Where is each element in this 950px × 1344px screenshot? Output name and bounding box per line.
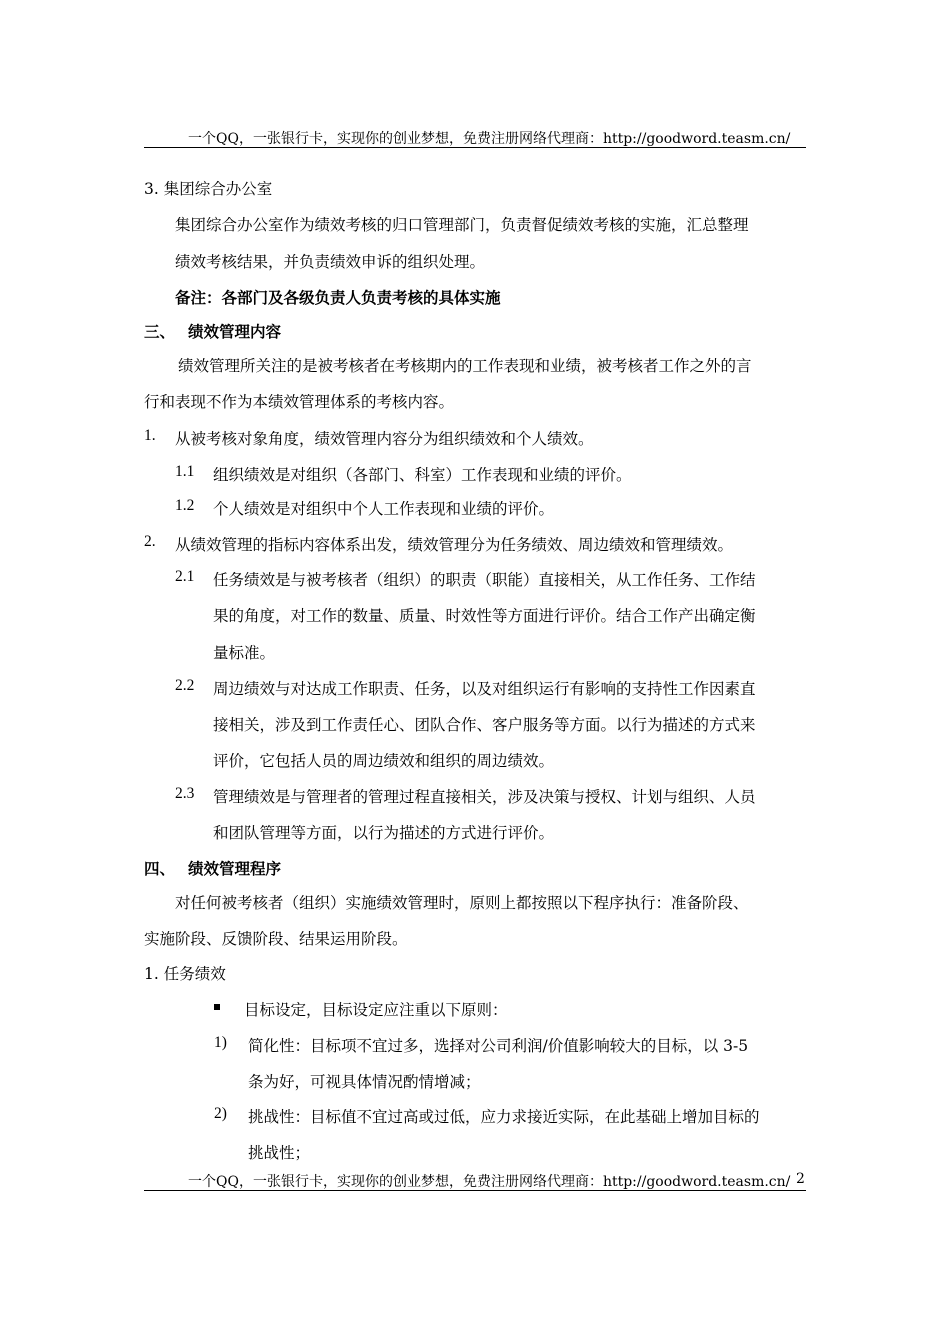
paragraph-line: 绩效考核结果，并负责绩效申诉的组织处理。: [175, 253, 486, 271]
list-item: 简化性：目标项不宜过多，选择对公司利润/价值影响较大的目标，以 3-5: [248, 1037, 749, 1055]
paragraph-line: 集团综合办公室作为绩效考核的归口管理部门，负责督促绩效考核的实施，汇总整理: [175, 216, 749, 234]
page-number: 2: [796, 1171, 805, 1187]
list-item: 个人绩效是对组织中个人工作表现和业绩的评价。: [213, 500, 555, 518]
heading-title: 绩效管理程序: [188, 860, 282, 878]
list-number: 1): [214, 1034, 227, 1051]
list-item: 从绩效管理的指标内容体系出发，绩效管理分为任务绩效、周边绩效和管理绩效。: [175, 536, 734, 554]
heading-number: 四、: [144, 860, 176, 878]
footer-rule: [144, 1190, 806, 1191]
list-number: 2): [214, 1105, 227, 1122]
list-item: 评价，它包括人员的周边绩效和组织的周边绩效。: [213, 752, 555, 770]
heading-title: 绩效管理内容: [188, 323, 282, 341]
paragraph-line: 行和表现不作为本绩效管理体系的考核内容。: [144, 393, 455, 411]
list-item: 和团队管理等方面，以行为描述的方式进行评价。: [213, 824, 555, 842]
paragraph-line: 实施阶段、反馈阶段、结果运用阶段。: [144, 930, 408, 948]
list-item: 果的角度，对工作的数量、质量、时效性等方面进行评价。结合工作产出确定衡: [213, 607, 756, 625]
list-item: 组织绩效是对组织（各部门、科室）工作表现和业绩的评价。: [213, 466, 632, 484]
section-title: 3. 集团综合办公室: [144, 180, 273, 198]
list-item: 周边绩效与对达成工作职责、任务，以及对组织运行有影响的支持性工作因素直: [213, 680, 756, 698]
page-header: 一个QQ，一张银行卡，实现你的创业梦想，免费注册网络代理商：http://goodword.teasm.cn/: [188, 131, 791, 147]
bullet-square-icon: [214, 1004, 220, 1010]
page-footer: 一个QQ，一张银行卡，实现你的创业梦想，免费注册网络代理商：http://goodword.teasm.cn/: [188, 1174, 791, 1190]
header-rule: [144, 147, 806, 148]
list-item: 量标准。: [213, 644, 276, 662]
list-number: 2.1: [175, 568, 195, 585]
list-number: 1.2: [175, 497, 195, 514]
paragraph-line: 对任何被考核者（组织）实施绩效管理时，原则上都按照以下程序执行：准备阶段、: [175, 894, 749, 912]
heading-number: 三、: [144, 323, 176, 341]
note-text: 备注：各部门及各级负责人负责考核的具体实施: [175, 289, 501, 307]
list-number: 1.1: [175, 463, 195, 480]
list-number: 2.3: [175, 785, 195, 802]
list-item: 任务绩效是与被考核者（组织）的职责（职能）直接相关，从工作任务、工作结: [213, 571, 756, 589]
list-item: 条为好，可视具体情况酌情增减；: [248, 1073, 481, 1091]
list-item: 管理绩效是与管理者的管理过程直接相关，涉及决策与授权、计划与组织、人员: [213, 788, 756, 806]
list-number: 2.: [144, 533, 156, 550]
section-title: 1. 任务绩效: [144, 965, 226, 983]
list-number: 1.: [144, 427, 156, 444]
list-item: 挑战性；: [248, 1144, 311, 1162]
list-item: 挑战性：目标值不宜过高或过低，应力求接近实际，在此基础上增加目标的: [248, 1108, 760, 1126]
list-item: 接相关，涉及到工作责任心、团队合作、客户服务等方面。以行为描述的方式来: [213, 716, 756, 734]
list-number: 2.2: [175, 677, 195, 694]
list-item: 从被考核对象角度，绩效管理内容分为组织绩效和个人绩效。: [175, 430, 594, 448]
list-item: 目标设定，目标设定应注重以下原则：: [244, 1001, 508, 1019]
paragraph-line: 绩效管理所关注的是被考核者在考核期内的工作表现和业绩，被考核者工作之外的言: [178, 357, 752, 375]
